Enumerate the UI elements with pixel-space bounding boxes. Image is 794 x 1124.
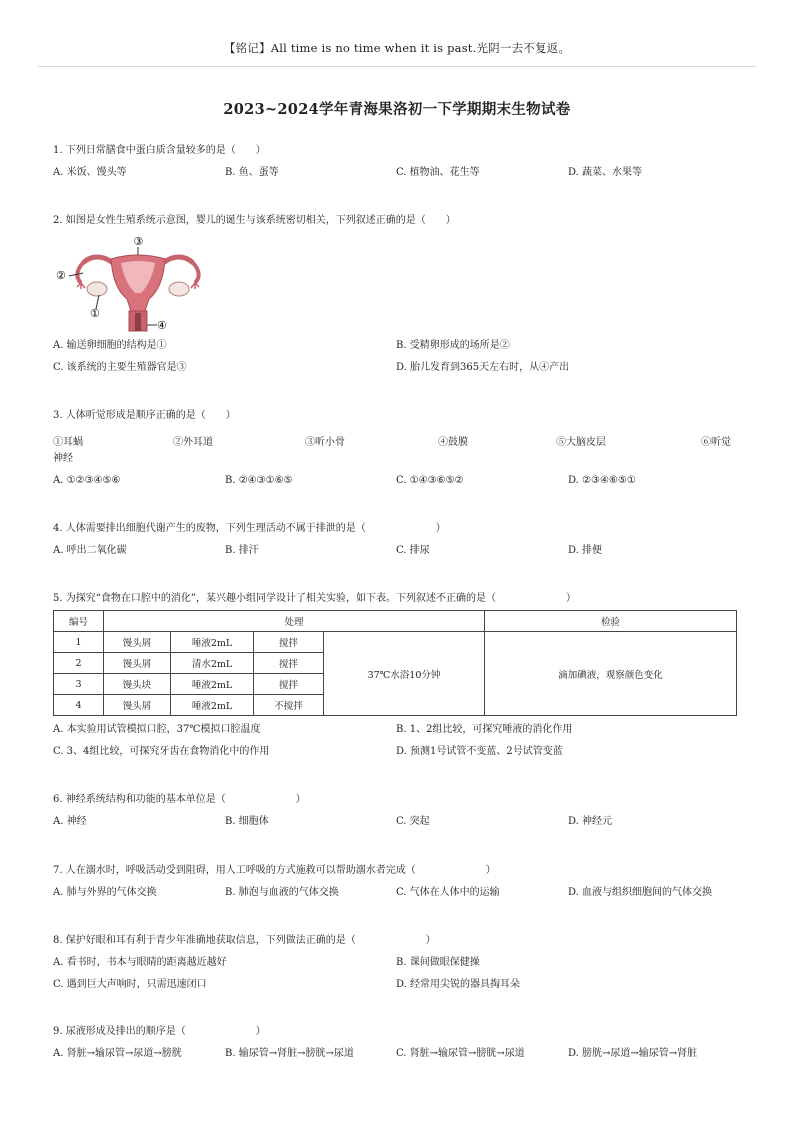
option-a: A. 输送卵细胞的结构是① — [53, 340, 167, 351]
option-b: B. 受精卵形成的场所是② — [396, 340, 510, 351]
structure-item: ②外耳道 — [173, 437, 213, 448]
option-c: C. ①④③⑥⑤② — [396, 475, 464, 486]
figure-label-3: ③ — [133, 235, 144, 248]
table-cell: 馒头屑 — [104, 695, 171, 716]
option-a: A. 看书时，书本与眼睛的距离越近越好 — [53, 957, 227, 968]
option-a: A. 肺与外界的气体交换 — [53, 887, 157, 898]
table-cell: 馒头屑 — [104, 653, 171, 674]
question-stem: 6. 神经系统结构和功能的基本单位是（ ） — [53, 794, 306, 805]
table-cell: 搅拌 — [254, 674, 324, 695]
question-3 — [53, 409, 753, 423]
option-c: C. 肾脏→输尿管→膀胱→尿道 — [396, 1048, 525, 1059]
question-stem: 1. 下列日常膳食中蛋白质含量较多的是（ ） — [53, 145, 266, 156]
structure-item: ④鼓膜 — [438, 437, 468, 448]
table-cell: 唾液2mL — [171, 632, 254, 653]
question-stem: 3. 人体听觉形成是顺序正确的是（ ） — [53, 410, 236, 421]
option-b: B. 细胞体 — [225, 816, 269, 827]
table-cell: 4 — [54, 695, 104, 716]
question-5 — [53, 592, 753, 606]
table-cell: 搅拌 — [254, 653, 324, 674]
option-a: A. ①②③④⑤⑥ — [53, 475, 121, 486]
table-cell: 馒头屑 — [104, 632, 171, 653]
question-stem: 9. 尿液形成及排出的顺序是（ ） — [53, 1026, 266, 1037]
option-d: D. 预测1号试管不变蓝、2号试管变蓝 — [396, 746, 563, 757]
header-cell: 检验 — [485, 611, 737, 632]
option-c: C. 遇到巨大声响时，只需迅速闭口 — [53, 979, 207, 990]
table-header-row — [54, 611, 737, 632]
header-divider — [38, 66, 756, 67]
question-8 — [53, 934, 753, 992]
option-b: B. 输尿管→肾脏→膀胱→尿道 — [225, 1048, 354, 1059]
option-a: A. 肾脏→输尿管→尿道→膀胱 — [53, 1048, 182, 1059]
question-stem: 2. 如图是女性生殖系统示意图，婴儿的诞生与该系统密切相关，下列叙述正确的是（ ） — [53, 215, 456, 226]
question-4 — [53, 522, 753, 558]
table-cell: 搅拌 — [254, 632, 324, 653]
table-cell: 1 — [54, 632, 104, 653]
option-b: B. ②④③①⑥⑤ — [225, 475, 293, 486]
figure-label-1: ① — [90, 307, 100, 320]
option-b: B. 排汗 — [225, 545, 259, 556]
option-c: C. 3、4组比较，可探究牙齿在食物消化中的作用 — [53, 746, 270, 757]
question-9 — [53, 1025, 753, 1061]
option-c: C. 植物油、花生等 — [396, 167, 480, 178]
option-d: D. ②③④⑥⑤① — [568, 475, 636, 486]
table-cell-bath: 37℃水浴10分钟 — [324, 632, 485, 716]
option-b: B. 鱼、蛋等 — [225, 167, 279, 178]
option-d: D. 胎儿发育到365天左右时，从④产出 — [396, 362, 570, 373]
option-d: D. 排便 — [568, 545, 603, 556]
option-b: B. 1、2组比较，可探究唾液的消化作用 — [396, 724, 573, 735]
question-3-continued — [53, 452, 753, 488]
female-reproductive-system-diagram — [53, 233, 223, 333]
option-a: A. 呼出二氧化碳 — [53, 545, 127, 556]
question-6 — [53, 793, 753, 829]
figure-label-2: ② — [56, 269, 66, 282]
structure-item: ③听小骨 — [305, 437, 345, 448]
option-c: C. 该系统的主要生殖器官是③ — [53, 362, 187, 373]
question-stem: 8. 保护好眼和耳有利于青少年准确地获取信息，下列做法正确的是（ ） — [53, 935, 436, 946]
option-d: D. 蔬菜、水果等 — [568, 167, 643, 178]
header-cell: 处理 — [104, 611, 485, 632]
option-a: A. 本实验用试管模拟口腔，37℃模拟口腔温度 — [53, 724, 261, 735]
table-cell: 清水2mL — [171, 653, 254, 674]
structure-item: ⑥听觉 — [701, 437, 731, 448]
table-cell: 不搅拌 — [254, 695, 324, 716]
table-cell: 2 — [54, 653, 104, 674]
structure-wrap-text: 神经 — [53, 453, 73, 464]
option-d: D. 经常用尖锐的器具掏耳朵 — [396, 979, 521, 990]
question-stem: 7. 人在溺水时，呼吸活动受到阻碍，用人工呼吸的方式施救可以帮助溺水者完成（ ） — [53, 865, 496, 876]
option-c: C. 突起 — [396, 816, 430, 827]
experiment-table — [53, 610, 737, 716]
hearing-structures — [53, 433, 743, 447]
table-cell: 唾液2mL — [171, 674, 254, 695]
header-cell: 编号 — [54, 611, 104, 632]
page-motto: 【铭记】All time is no time when it is past.光阴一去不复返。 — [223, 41, 571, 55]
question-2 — [53, 214, 753, 228]
option-b: B. 课间做眼保健操 — [396, 957, 480, 968]
question-1 — [53, 144, 753, 180]
option-d: D. 血液与组织细胞间的气体交换 — [568, 887, 713, 898]
option-c: C. 气体在人体中的运输 — [396, 887, 500, 898]
table-cell: 馒头块 — [104, 674, 171, 695]
question-stem: 4. 人体需要排出细胞代谢产生的废物，下列生理活动不属于排泄的是（ ） — [53, 523, 446, 534]
figure-label-4: ④ — [157, 319, 167, 332]
question-2-options — [53, 339, 753, 375]
option-a: A. 神经 — [53, 816, 87, 827]
question-stem: 5. 为探究“食物在口腔中的消化”，某兴趣小组同学设计了相关实验，如下表。下列叙述不正确的是（ ） — [53, 593, 576, 604]
option-c: C. 排尿 — [396, 545, 430, 556]
option-a: A. 米饭、馒头等 — [53, 167, 127, 178]
table-cell-check: 滴加碘液，观察颜色变化 — [485, 632, 737, 716]
option-d: D. 神经元 — [568, 816, 613, 827]
table-row — [54, 632, 737, 653]
question-5-options — [53, 723, 753, 759]
structure-item: ①耳蜗 — [53, 437, 83, 448]
structure-item: ⑤大脑皮层 — [556, 437, 606, 448]
option-d: D. 膀胱→尿道→输尿管→肾脏 — [568, 1048, 698, 1059]
page-title: 2023~2024学年青海果洛初一下学期期末生物试卷 — [223, 101, 571, 118]
option-b: B. 肺泡与血液的气体交换 — [225, 887, 339, 898]
table-cell: 3 — [54, 674, 104, 695]
table-cell: 唾液2mL — [171, 695, 254, 716]
question-7 — [53, 864, 753, 900]
